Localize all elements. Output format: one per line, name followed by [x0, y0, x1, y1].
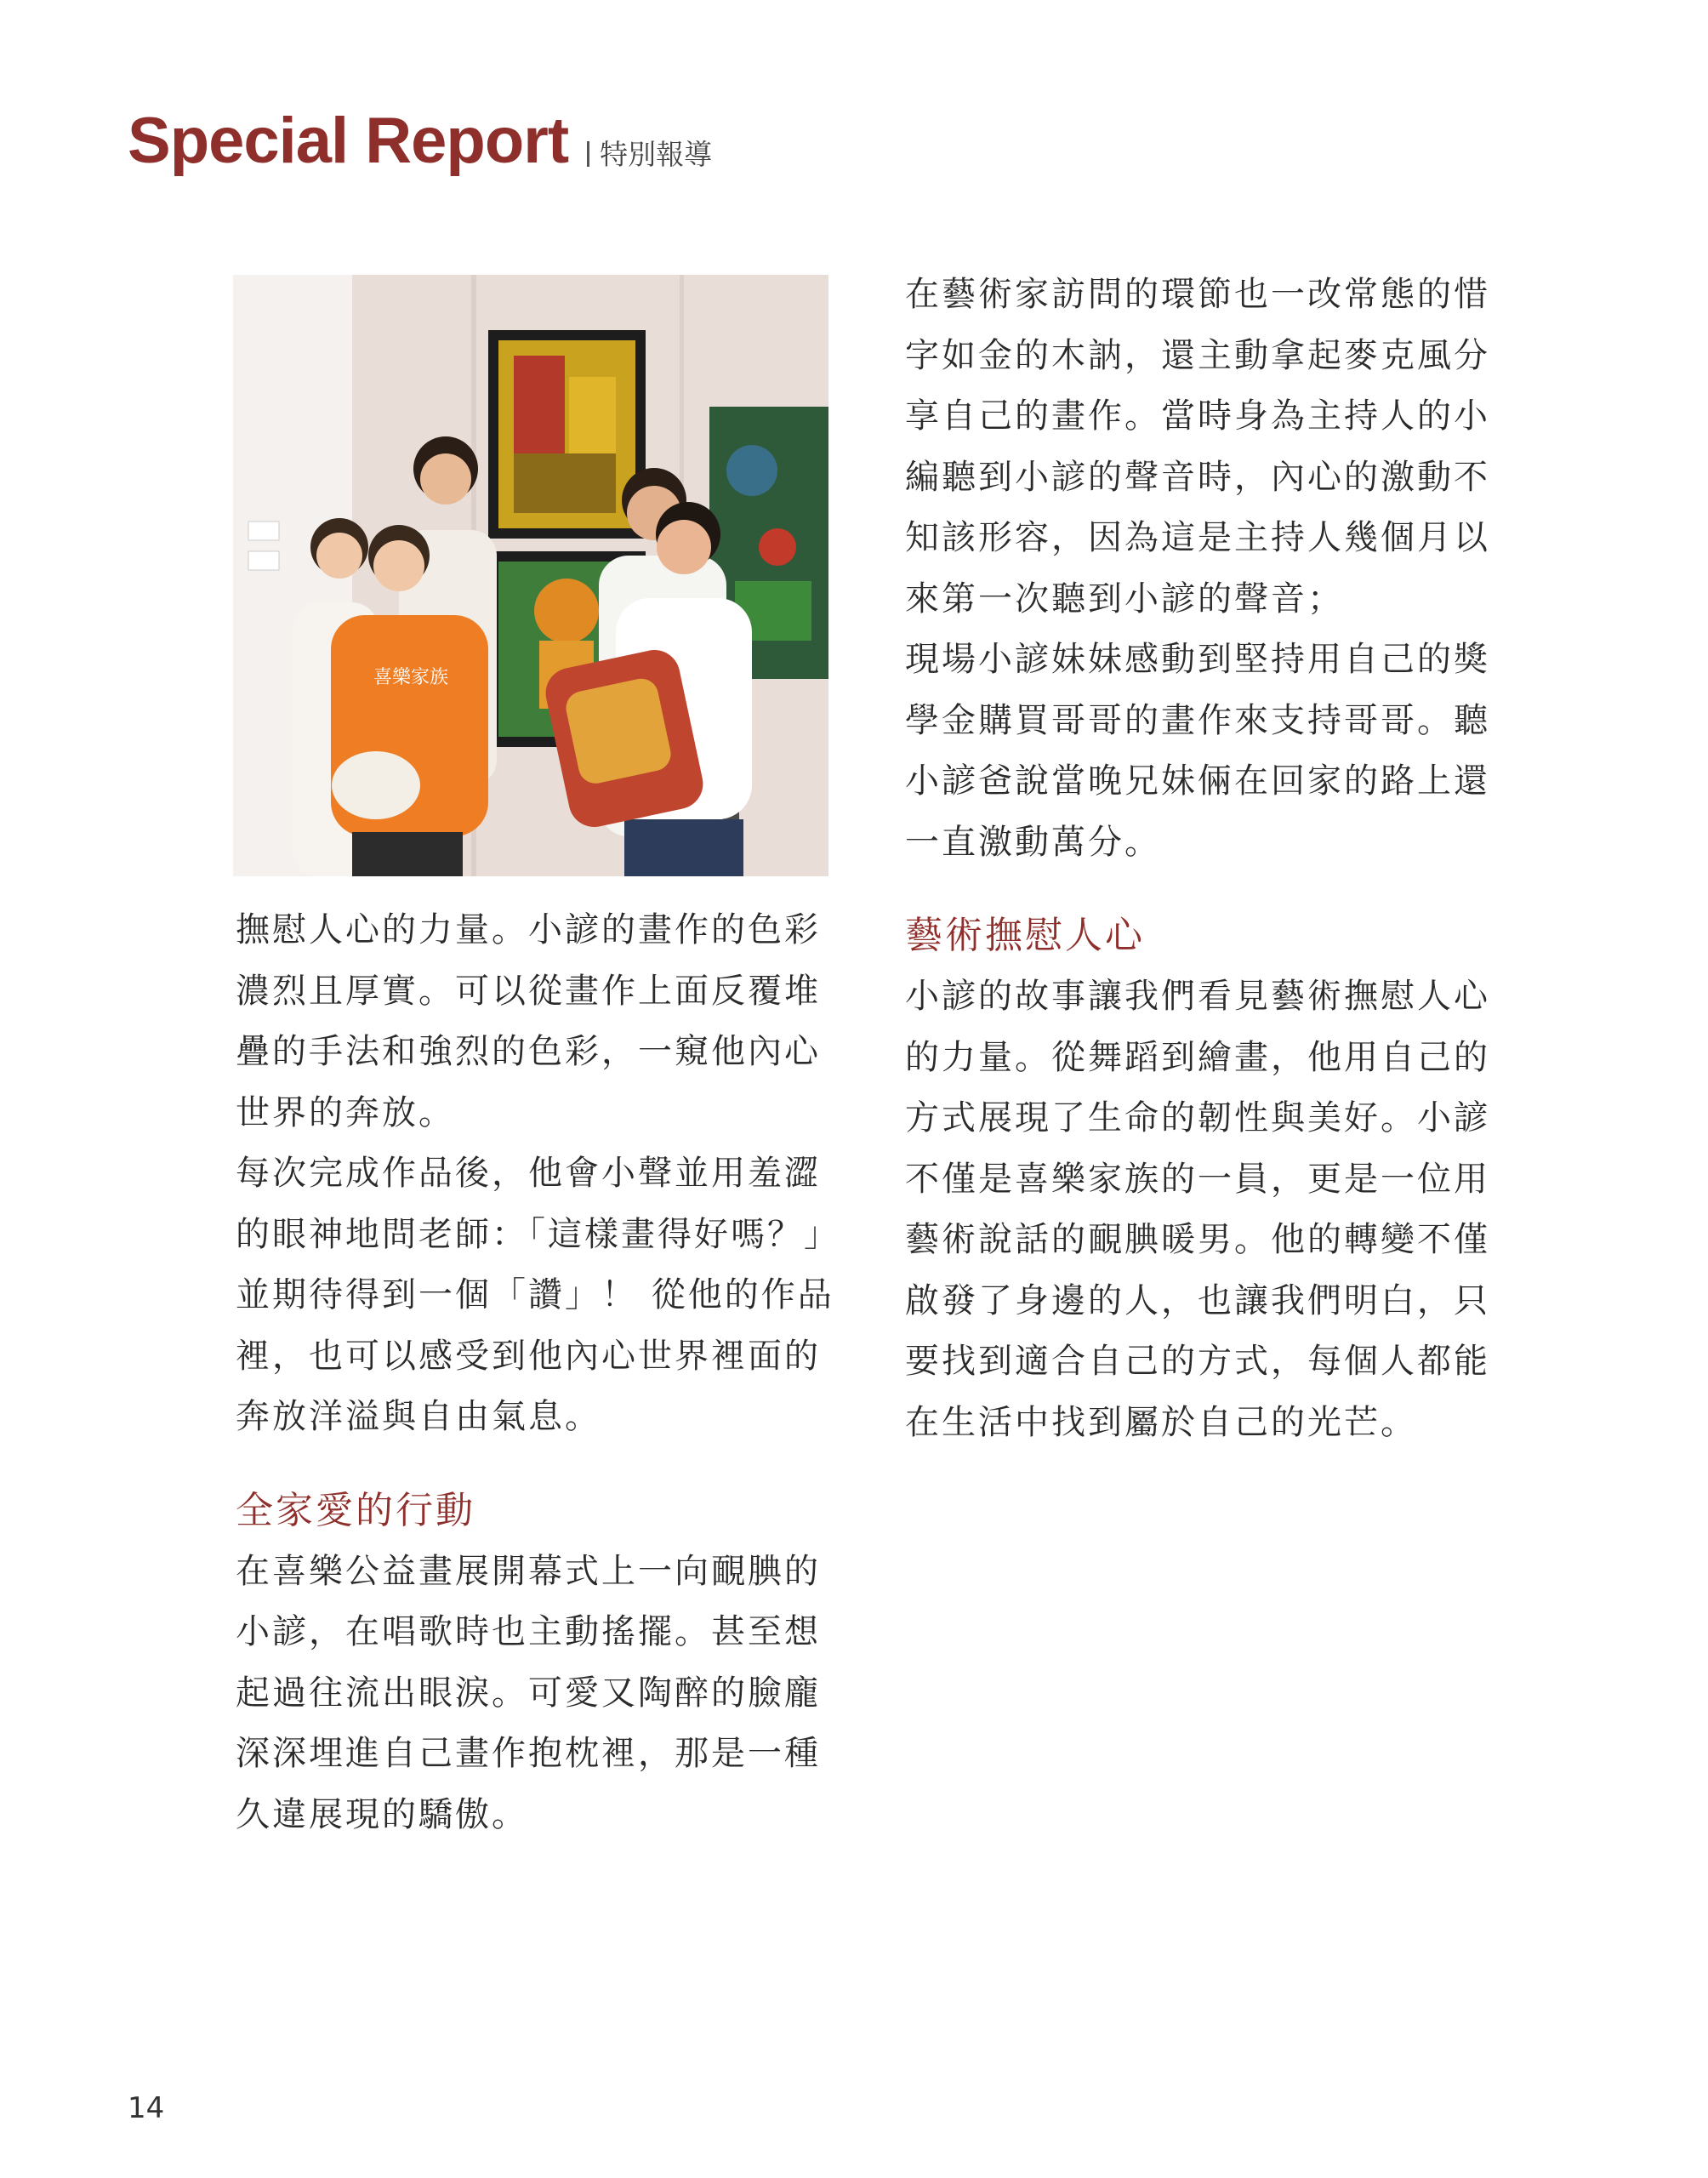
subheading-art-comfort: 藝術撫慰人心 — [905, 914, 1145, 957]
body-paragraph: 在藝術家訪問的環節也一改常態的惜字如金的木訥，還主動拿起麥克風分享自己的畫作。當時身為主持人的小編聽到小諺的聲音時，內心的激動不知該形容，因為這是主持人幾個月以來第一次聽到小諺的聲音； — [905, 275, 1490, 619]
body-paragraph: 每次完成作品後，他會小聲並用羞澀的眼神地問老師：「這樣畫得好嗎？」並期待得到一個「讚」！ 從他的作品裡，也可以感受到他內心世界裡面的奔放洋溢與自由氣息。 — [236, 1154, 840, 1436]
right-column — [905, 265, 1517, 1453]
header-divider — [587, 141, 589, 167]
left-column — [236, 900, 848, 1845]
subheading-family-love: 全家愛的行動 — [236, 1488, 475, 1532]
family-photo — [233, 275, 828, 876]
shirt-text: 喜樂家族 — [373, 667, 449, 688]
body-paragraph: 撫慰人心的力量。小諺的畫作的色彩濃烈且厚實。可以從畫作上面反覆堆疊的手法和強烈的色彩，一窺他內心世界的奔放。 — [236, 910, 821, 1132]
body-paragraph: 小諺的故事讓我們看見藝術撫慰人心的力量。從舞蹈到繪畫，他用自己的方式展現了生命的韌性與美好。小諺不僅是喜樂家族的一員，更是一位用藝術說話的靦腆暖男。他的轉變不僅啟發了身邊的人，也讓我們明白，只要找到適合自己的方式，每個人都能在生活中找到屬於自己的光芒。 — [905, 977, 1490, 1442]
section-tag: 特別報導 — [600, 138, 713, 171]
body-paragraph: 現場小諺妹妹感動到堅持用自己的獎學金購買哥哥的畫作來支持哥哥。聽小諺爸說當晚兄妹倆在回家的路上還一直激動萬分。 — [905, 640, 1490, 862]
brand-title: Special Report — [128, 105, 569, 177]
family-photo-illustration — [233, 275, 828, 876]
body-paragraph: 在喜樂公益畫展開幕式上一向靦腆的小諺，在唱歌時也主動搖擺。甚至想起過往流出眼淚。可愛又陶醉的臉龐深深埋進自己畫作抱枕裡，那是一種久違展現的驕傲。 — [236, 1551, 821, 1834]
page-header — [128, 105, 713, 177]
page-number: 14 — [128, 2091, 165, 2125]
